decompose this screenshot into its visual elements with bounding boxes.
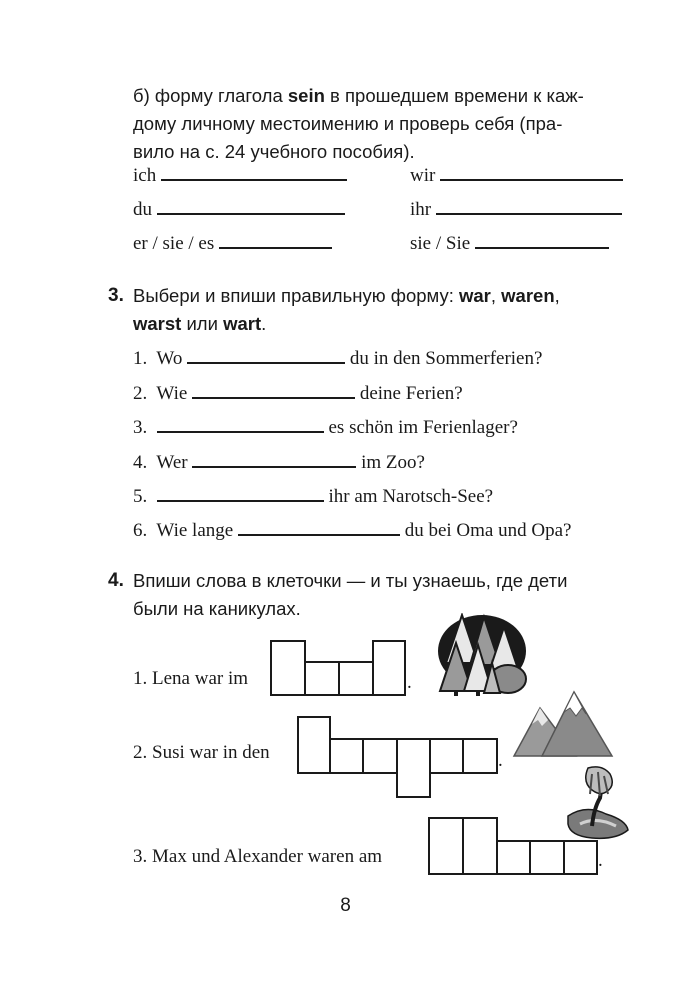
option-waren: waren	[501, 285, 555, 306]
pronoun-label: er / sie / es	[133, 233, 215, 254]
task-2b-text: в прошедшем времени к каж-	[324, 85, 584, 106]
answer-line[interactable]	[192, 452, 356, 468]
crossword-item-2-end: .	[498, 750, 503, 771]
letter-box[interactable]	[297, 716, 331, 774]
answer-line[interactable]	[440, 165, 623, 181]
pronoun-label: sie / Sie	[410, 233, 471, 254]
fill-du	[133, 199, 345, 221]
lake-tree-icon	[566, 764, 630, 840]
task-3-text: ,	[490, 285, 502, 306]
letter-box[interactable]	[304, 661, 340, 696]
fill-ich	[133, 165, 347, 187]
letter-box[interactable]	[462, 738, 498, 774]
task-2b-line-3: вило на с. 24 учебного пособия).	[133, 141, 415, 162]
item-number: 5.	[133, 486, 148, 507]
item-number: 1.	[133, 348, 148, 369]
letter-box[interactable]	[362, 738, 398, 774]
crossword-item-3-label: 3. Max und Alexander waren am	[133, 846, 383, 867]
task-3-text: ,	[554, 285, 560, 306]
item-text-after: du in den Sommerferien?	[349, 348, 543, 369]
answer-line[interactable]	[187, 348, 345, 364]
task-3-text: Выбери и впиши правильную форму:	[133, 285, 459, 306]
pronoun-label: wir	[410, 165, 436, 186]
letter-box[interactable]	[396, 738, 431, 798]
crossword-item-3-end: .	[598, 850, 603, 871]
exercise-3-item-2	[133, 383, 463, 405]
exercise-3-item-1	[133, 348, 542, 370]
letter-box[interactable]	[429, 738, 464, 774]
task-3-text: или	[181, 313, 224, 334]
letter-box[interactable]	[329, 738, 364, 774]
page-number: 8	[340, 895, 351, 916]
letter-box[interactable]	[372, 640, 406, 696]
crossword-item-1-end: .	[407, 672, 412, 693]
fill-sie-Sie	[410, 233, 609, 255]
letter-box[interactable]	[338, 661, 374, 696]
answer-line[interactable]	[219, 233, 332, 249]
answer-line[interactable]	[238, 520, 400, 536]
task-3-title	[133, 282, 653, 338]
pronoun-label: ihr	[410, 199, 432, 220]
letter-box[interactable]	[529, 840, 565, 875]
option-war: war	[458, 285, 491, 306]
letter-box[interactable]	[563, 840, 598, 875]
task-4-number: 4.	[108, 570, 124, 591]
pronoun-label: du	[133, 199, 152, 220]
option-warst: warst	[133, 313, 182, 334]
answer-line[interactable]	[157, 486, 324, 502]
item-text-after: deine Ferien?	[359, 383, 463, 404]
item-text-before: Wie	[156, 383, 188, 404]
item-text-after: du bei Oma und Opa?	[404, 520, 572, 541]
crossword-item-2-label: 2. Susi war in den	[133, 742, 270, 763]
answer-line[interactable]	[436, 199, 622, 215]
exercise-3-item-4	[133, 452, 425, 474]
item-number: 3.	[133, 417, 148, 438]
task-2b-line-1	[133, 82, 633, 110]
item-number: 6.	[133, 520, 148, 541]
item-text-after: im Zoo?	[361, 452, 425, 473]
item-text-before: Wie lange	[156, 520, 234, 541]
answer-line[interactable]	[192, 383, 355, 399]
letter-box[interactable]	[462, 817, 498, 875]
item-number: 2.	[133, 383, 148, 404]
answer-line[interactable]	[157, 417, 324, 433]
answer-line[interactable]	[157, 199, 345, 215]
option-wart: wart	[223, 313, 262, 334]
task-2b-text: б) форму глагола	[133, 85, 288, 106]
fill-wir	[410, 165, 623, 187]
mountains-icon	[512, 690, 614, 758]
task-4-line-2: были на каникулах.	[133, 598, 301, 619]
letter-box[interactable]	[496, 840, 531, 875]
letter-box[interactable]	[270, 640, 306, 696]
task-2b-instructions	[133, 82, 633, 166]
exercise-3-item-3	[133, 417, 518, 439]
fill-er-sie-es	[133, 233, 332, 255]
exercise-3-item-5	[133, 486, 493, 508]
forest-icon	[432, 613, 532, 697]
answer-line[interactable]	[475, 233, 609, 249]
task-3-number: 3.	[108, 285, 124, 306]
item-text-before: Wo	[156, 348, 183, 369]
pronoun-label: ich	[133, 165, 157, 186]
item-number: 4.	[133, 452, 148, 473]
verb-sein: sein	[287, 85, 325, 106]
task-4-title	[133, 567, 633, 623]
crossword-item-1-label: 1. Lena war im	[133, 668, 249, 689]
item-text-after: ihr am Narotsch-See?	[328, 486, 494, 507]
task-3-text: .	[261, 313, 267, 334]
item-text-after: es schön im Ferienlager?	[328, 417, 518, 438]
task-4-line-1: Впиши слова в клеточки — и ты узнаешь, где дети	[133, 570, 568, 591]
letter-box[interactable]	[428, 817, 464, 875]
fill-ihr	[410, 199, 622, 221]
task-3-line-1	[133, 282, 653, 310]
answer-line[interactable]	[161, 165, 347, 181]
item-text-before: Wer	[156, 452, 188, 473]
task-3-line-2	[133, 310, 653, 338]
exercise-3-item-6	[133, 520, 571, 542]
task-2b-line-2: дому личному местоимению и проверь себя (пра-	[133, 113, 563, 134]
